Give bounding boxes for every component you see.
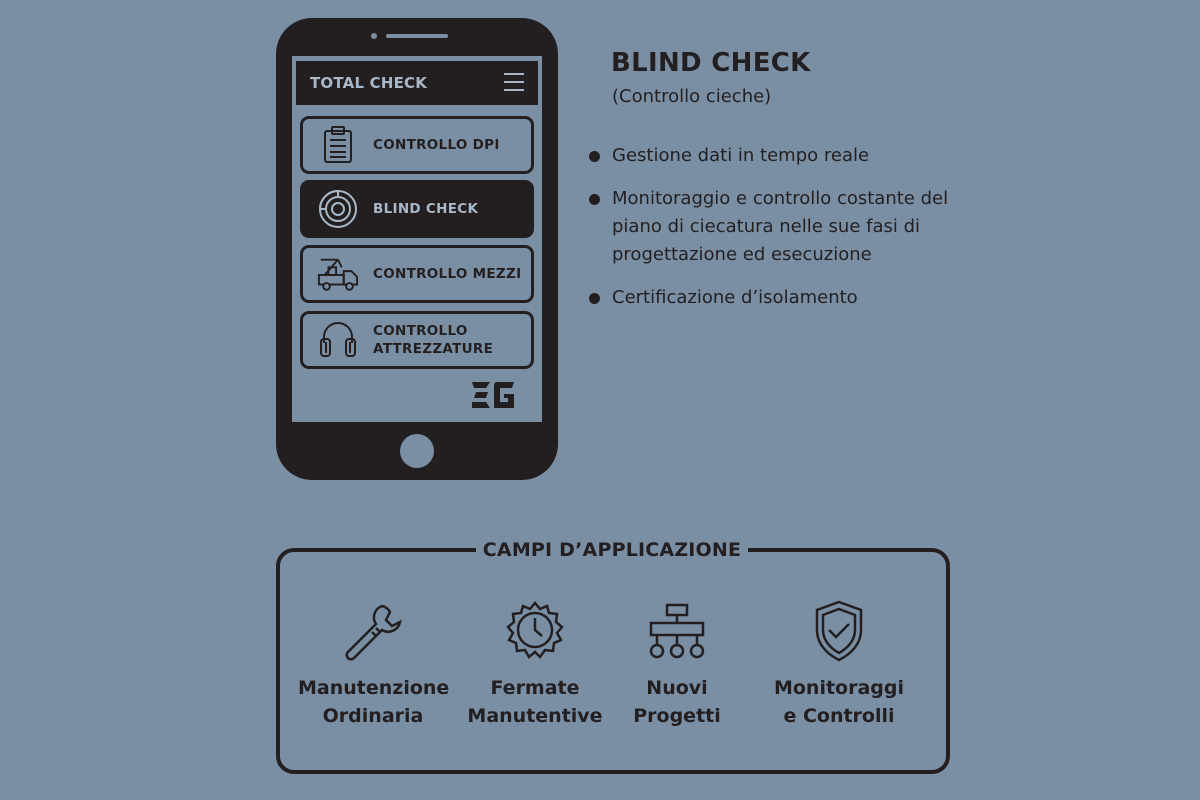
- field-monitoraggi-controlli: [764, 598, 914, 730]
- menu-item-controllo-dpi[interactable]: [300, 116, 534, 174]
- field-label: Monitoraggi e Controlli: [773, 677, 905, 727]
- app-title: TOTAL CHECK: [310, 74, 428, 92]
- menu-item-label: CONTROLLO DPI: [373, 137, 500, 153]
- phone-screen: [292, 56, 542, 422]
- field-label: Manutenzione Ordinaria: [298, 677, 450, 727]
- feature-item: Certificazione d’isolamento: [588, 284, 978, 312]
- ear-defenders-icon: [317, 319, 359, 361]
- crane-truck-icon: [317, 253, 359, 295]
- info-title: BLIND CHECK: [611, 48, 811, 78]
- eg-logo-icon: [470, 380, 516, 410]
- org-chart-icon: [620, 598, 734, 664]
- field-nuovi-progetti: [620, 598, 734, 730]
- feature-item: Monitoraggio e controllo costante del piano di ciecatura nelle sue fasi di progettazione ed esecuzione: [588, 185, 978, 269]
- field-fermate-manutentive: [460, 598, 610, 730]
- feature-list: [588, 142, 978, 327]
- wrench-icon: [298, 598, 448, 664]
- shield-check-icon: [764, 598, 914, 664]
- phone-mockup: [276, 18, 558, 480]
- app-header: [296, 61, 538, 105]
- menu-item-label: BLIND CHECK: [373, 201, 479, 217]
- field-label: Nuovi Progetti: [633, 677, 721, 727]
- blind-flange-icon: [317, 188, 359, 230]
- phone-home-button: [400, 434, 434, 468]
- menu-item-controllo-attrezzature[interactable]: [300, 311, 534, 369]
- menu-item-label: CONTROLLO ATTREZZATURE: [373, 323, 494, 357]
- field-manutenzione-ordinaria: [298, 598, 448, 730]
- phone-speaker: [386, 34, 448, 38]
- menu-item-label: CONTROLLO MEZZI: [373, 266, 522, 282]
- menu-item-controllo-mezzi[interactable]: [300, 245, 534, 303]
- menu-item-blind-check[interactable]: [300, 180, 534, 238]
- feature-item: Gestione dati in tempo reale: [588, 142, 978, 170]
- fields-title: CAMPI D’APPLICAZIONE: [476, 536, 748, 564]
- field-label: Fermate Manutentive: [467, 677, 603, 727]
- gear-clock-icon: [460, 598, 610, 664]
- info-subtitle: (Controllo cieche): [612, 86, 772, 107]
- clipboard-icon: [317, 124, 359, 166]
- phone-camera: [371, 33, 377, 39]
- hamburger-menu-icon[interactable]: [504, 73, 524, 93]
